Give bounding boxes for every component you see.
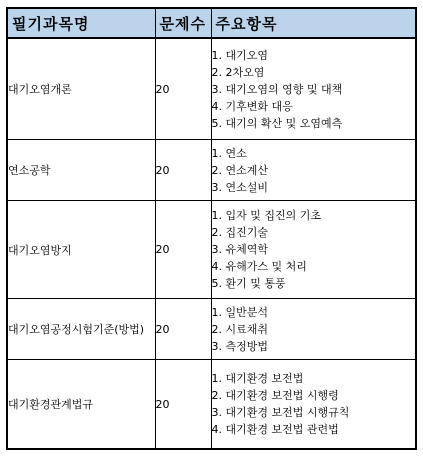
main-item: 3. 유체역학 [211,243,268,256]
main-item: 2. 연소계산 [211,163,268,177]
table-row [7,140,416,201]
main-item: 3. 연소설비 [211,180,268,194]
main-item: 2. 대기환경 보전법 시행령 [211,389,339,402]
main-items [211,140,416,201]
main-item: 4. 기후변화 대응 [211,99,293,113]
subject-name: 연소공학 [7,140,155,201]
main-item: 5. 환기 및 통풍 [211,277,286,290]
main-item: 3. 대기오염의 영향 및 대책 [211,82,343,96]
main-item: 1. 입자 및 집진의 기초 [211,209,321,222]
question-count: 20 [155,201,211,299]
main-item: 3. 대기환경 보전법 시행규칙 [211,406,350,419]
exam-subjects-table [6,7,417,450]
main-item: 2. 시료채취 [211,322,268,336]
main-item: 5. 대기의 확산 및 오염예측 [211,116,343,130]
main-item: 3. 측정방법 [211,339,268,353]
main-item: 1. 대기환경 보전법 [211,372,304,385]
table-row [7,299,416,360]
header-question-count: 문제수 [155,8,211,38]
main-item: 4. 유해가스 및 처리 [211,260,307,273]
table-row [7,38,416,140]
subject-name: 대기오염방지 [7,201,155,299]
main-items [211,360,416,450]
header-row [7,8,416,38]
main-items [211,201,416,299]
question-count: 20 [155,360,211,450]
header-main-items: 주요항목 [211,8,416,38]
main-item: 1. 일반분석 [211,305,268,319]
table-header [7,8,416,38]
question-count: 20 [155,38,211,140]
table-body [7,38,416,449]
table-row [7,201,416,299]
header-subject: 필기과목명 [7,8,155,38]
question-count: 20 [155,299,211,360]
table-row [7,360,416,450]
main-item: 1. 대기오염 [211,48,268,62]
main-item: 2. 집진기술 [211,226,268,239]
question-count: 20 [155,140,211,201]
main-item: 1. 연소 [211,146,247,160]
main-item: 4. 대기환경 보전법 관련법 [211,423,339,436]
subject-name: 대기오염공정시험기준(방법) [7,299,155,360]
main-items [211,299,416,360]
main-item: 2. 2차오염 [211,65,265,79]
subject-name: 대기오염개론 [7,38,155,140]
main-items [211,38,416,140]
subject-name: 대기환경관계법규 [7,360,155,450]
